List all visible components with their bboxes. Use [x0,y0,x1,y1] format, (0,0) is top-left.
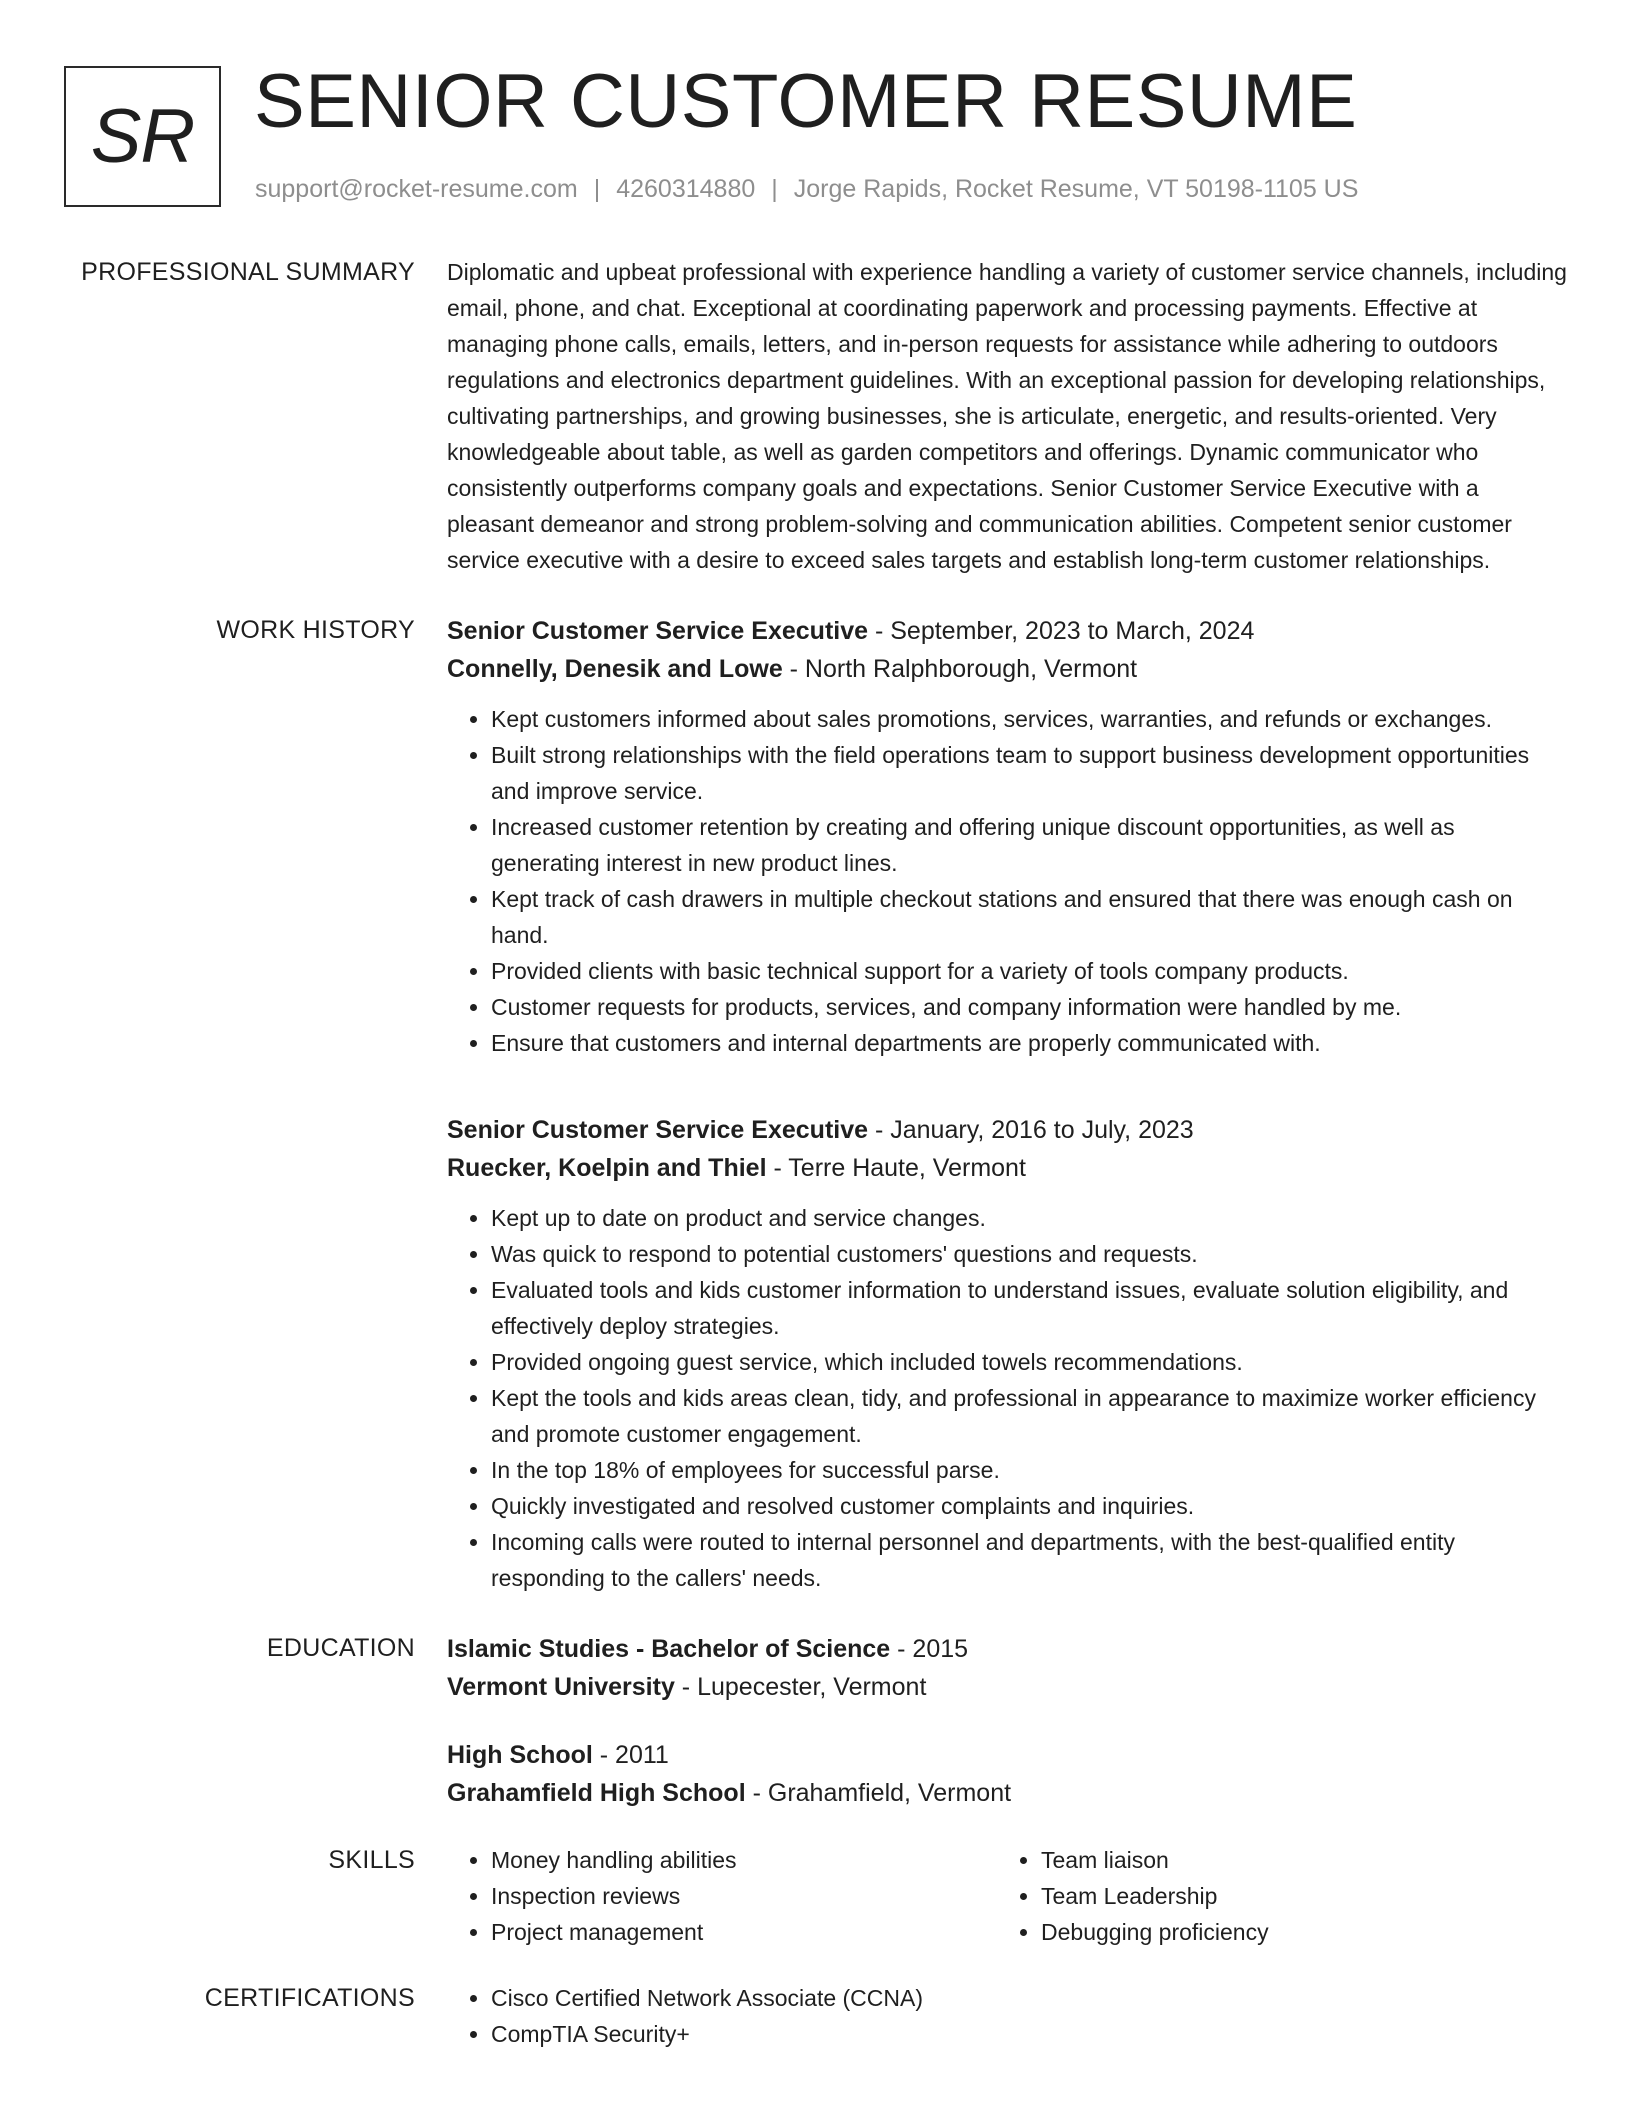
degree-line [447,1736,1567,1774]
school-name: Grahamfield High School [447,1779,746,1807]
education-entry [447,1630,1567,1706]
contact-address: Jorge Rapids, Rocket Resume, VT 50198-1105 US [793,175,1359,203]
job-dates: - September, 2023 to March, 2024 [868,617,1255,645]
job-title: Senior Customer Service Executive [447,617,869,645]
section-label: SKILLS [328,1846,415,1874]
section-label: WORK HISTORY [216,616,415,644]
skills-list [447,1842,997,1950]
job-bullet: • Customer requests for products, services, and company information were handled by me. [491,989,1567,1025]
skill-item: • Team liaison [1041,1842,1547,1878]
degree-year: - 2015 [890,1635,969,1663]
skill-item: • Team Leadership [1041,1878,1547,1914]
job-bullet: • Kept the tools and kids areas clean, tidy, and professional in appearance to maximize worker efficiency and promote customer engagement. [491,1380,1567,1452]
certifications-list [447,1980,1567,2052]
job-bullet: • Ensure that customers and internal departments are properly communicated with. [491,1025,1567,1061]
job-title: Senior Customer Service Executive [447,1116,869,1144]
job-company: Connelly, Denesik and Lowe [447,655,783,683]
job-bullet: • Kept up to date on product and service changes. [491,1200,1567,1236]
education-entry [447,1736,1567,1812]
job-entry [447,1111,1567,1596]
job-bullet: • Increased customer retention by creating and offering unique discount opportunities, as well as generating interest in new product lines. [491,809,1567,881]
degree-line [447,1630,1567,1668]
job-bullet: • Kept customers informed about sales promotions, services, warranties, and refunds or exchanges. [491,701,1567,737]
job-location: - North Ralphborough, Vermont [782,655,1138,683]
degree-name: Islamic Studies - Bachelor of Science [447,1635,891,1663]
section-label: EDUCATION [266,1634,415,1662]
job-bullet: • Provided ongoing guest service, which included towels recommendations. [491,1344,1567,1380]
work-history-section [0,612,1632,1596]
skills-list [997,1842,1547,1950]
skills-section [0,1842,1632,1950]
job-bullet: • Provided clients with basic technical support for a variety of tools company products. [491,953,1567,989]
job-title-line [447,1111,1567,1149]
job-location: - Terre Haute, Vermont [766,1154,1026,1182]
section-label: PROFESSIONAL SUMMARY [81,258,415,286]
degree-year: - 2011 [592,1741,669,1769]
certification-item: • CompTIA Security+ [491,2016,1567,2052]
job-entry [447,612,1567,1061]
skills-grid [447,1842,1567,1950]
job-bullets [447,701,1567,1061]
job-company-line [447,1149,1567,1187]
job-company-line [447,650,1567,688]
job-bullet: • Built strong relationships with the field operations team to support business development opportunities and improve service. [491,737,1567,809]
contact-phone[interactable]: 4260314880 [616,175,756,203]
job-bullet: • Was quick to respond to potential customers' questions and requests. [491,1236,1567,1272]
school-location: - Grahamfield, Vermont [745,1779,1012,1807]
certification-item: • Cisco Certified Network Associate (CCNA) [491,1980,1567,2016]
school-line [447,1774,1567,1812]
job-bullet: • Evaluated tools and kids customer information to understand issues, evaluate solution eligibility, and effectively deploy strategies. [491,1272,1567,1344]
job-bullet: • Quickly investigated and resolved customer complaints and inquiries. [491,1488,1567,1524]
contact-line [255,175,1358,204]
certifications-section [0,1980,1632,2052]
section-label: CERTIFICATIONS [204,1984,415,2012]
school-line [447,1668,1567,1706]
contact-email[interactable]: support@rocket-resume.com [255,175,578,203]
resume-name: SENIOR CUSTOMER RESUME [254,59,1358,144]
job-bullet: • Incoming calls were routed to internal personnel and departments, with the best-qualified entity responding to the callers' needs. [491,1524,1567,1596]
school-location: - Lupecester, Vermont [674,1673,927,1701]
skill-item: • Debugging proficiency [1041,1914,1547,1950]
job-company: Ruecker, Koelpin and Thiel [447,1154,767,1182]
skills-column-left [447,1842,997,1950]
job-bullet: • Kept track of cash drawers in multiple checkout stations and ensured that there was enough cash on hand. [491,881,1567,953]
monogram-badge: SR [64,66,221,207]
skills-column-right [997,1842,1547,1950]
degree-name: High School [447,1741,593,1769]
contact-separator: | [771,175,778,203]
job-bullets [447,1200,1567,1596]
job-title-line [447,612,1567,650]
skill-item: • Inspection reviews [491,1878,997,1914]
school-name: Vermont University [447,1673,675,1701]
education-section [0,1630,1632,1812]
summary-section [0,254,1632,578]
skill-item: • Money handling abilities [491,1842,997,1878]
summary-text: Diplomatic and upbeat professional with experience handling a variety of customer service channels, including email, phone, and chat. Exceptional at coordinating paperwork and processing payments. Effective at managing phone calls, emails, letters, and in-person requests for assistance while adhering to outdoors regulations and electronics department guidelines. With an exceptional passion for developing relationships, cultivating partnerships, and growing businesses, she is articulate, energetic, and results-oriented. Very knowledgeable about table, as well as garden competitors and offerings. Dynamic communicator who consistently outperforms company goals and expectations. Senior Customer Service Executive with a pleasant demeanor and strong problem-solving and communication abilities. Competent senior customer service executive with a desire to exceed sales targets and establish long-term customer relationships. [447,259,1567,573]
contact-separator: | [593,175,601,203]
job-dates: - January, 2016 to July, 2023 [868,1116,1194,1144]
job-bullet: • In the top 18% of employees for successful parse. [491,1452,1567,1488]
skill-item: • Project management [491,1914,997,1950]
resume-header [0,0,1632,230]
